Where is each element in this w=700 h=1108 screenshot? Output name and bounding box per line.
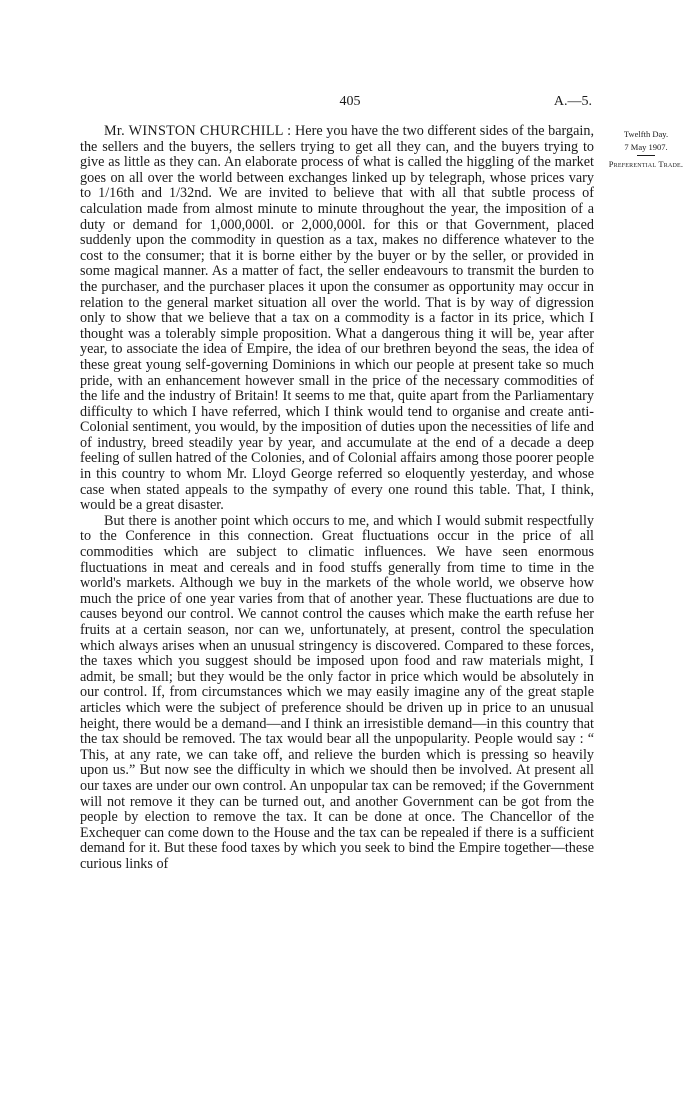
paragraph-1 xyxy=(80,124,594,514)
margin-note-day: Twelfth Day. xyxy=(623,129,669,139)
page-reference: A.—5. xyxy=(553,94,592,109)
speaker-name: Mr. WINSTON CHURCHILL : xyxy=(104,123,292,139)
margin-note-rule xyxy=(637,155,655,156)
paragraph-2: But there is another point which occurs to me, and which I would submit respectfully to the Conference in this connection. Great fluctuations occur in the price of all commodities which are subject to climatic influences. We have seen enormous fluctuations in meat and cereals and in food stuffs generally from time to time in the world's markets. Although we buy in the markets of the whole world, we observe how much the price of one year varies from that of another year. These fluctuations are due to causes beyond our control. We cannot control the causes which make the earth refuse her fruits at a certain season, nor can we, unfortunately, at present, control the speculation which always arises when an unusual stringency is discovered. Compared to these forces, the taxes which you suggest should be imposed upon food and raw materials might, I admit, be small; but they would be the only factor in price which would be absolutely in our control. If, from circumstances which we may easily imagine any of the great staple articles which were the subject of preference should be driven up in price to an unusual height, there would be a demand—and I think an irresistible demand—in this country that the tax should be removed. The tax would bear all the unpopularity. People would say : “ This, at any rate, we can take off, and relieve the burden which is pressing so heavily upon us.” But now see the difficulty in which we should then be involved. At present all our taxes are under our own control. An unpopular tax can be removed; if the Government will not remove it they can be turned out, and another Government can be got from the people by election to remove the tax. It can be done at once. The Chancellor of the Exchequer can come down to the House and the tax can be repealed if there is a sufficient demand for it. But these food taxes by which you seek to bind the Empire together—these curious links of xyxy=(80,512,594,872)
margin-note-date: 7 May 1907. xyxy=(624,142,668,152)
page-number: 405 xyxy=(339,94,361,109)
paragraph-1-text: Here you have the two different sides of the bargain, the sellers and the buyers, the sellers trying to get all they can, and the buyers trying to give as little as they can. An elaborate process of what is called the higgling of the market goes on all over the world between exchanges linked up by telegraph, whose prices vary to 1/16th and 1/32nd. We are invited to believe that with all that subtle process of calculation made from almost minute to minute throughout the year, the imposition of a duty or demand for 1,000,000l. or 2,000,000l. for this or that Government, placed suddenly upon the commodity in question as a tax, makes no difference whatever to the cost to the consumer; that it is borne either by the buyer or by the seller, or provided in some magical manner. As a matter of fact, the seller endeavours to transmit the burden to the purchaser, and the purchaser places it upon the consumer as opportunity may occur in relation to the general market situation all over the world. That is by way of digression only to show that we believe that a tax on a commodity is a factor in its price, which I thought was a tolerably simple proposition. What a dangerous thing it will be, year after year, to associate the idea of Empire, the idea of our brethren beyond the seas, the idea of these great young self-governing Dominions in which our people at present take so much pride, with an enhancement however small in the price of the necessary commodities of the life and the industry of Britain! It seems to me that, quite apart from the Parliamentary difficulty to which I have referred, which I think would tend to organise and create anti-Colonial sentiment, you would, by the imposition of duties upon the necessities of life and of industry, breed steadily year by year, and accumulate at the end of a decade a deep feeling of sullen hatred of the Colonies, and of Colonial affairs among those poorer people in this country to whom Mr. Lloyd George referred so eloquently yesterday, and whose case when stated appeals to the sympathy of every one round this table. That, I think, would be a great disaster. xyxy=(80,123,594,514)
margin-note-subject: Preferential Trade. xyxy=(608,159,684,169)
margin-note xyxy=(601,128,691,171)
speech-body xyxy=(80,124,594,873)
